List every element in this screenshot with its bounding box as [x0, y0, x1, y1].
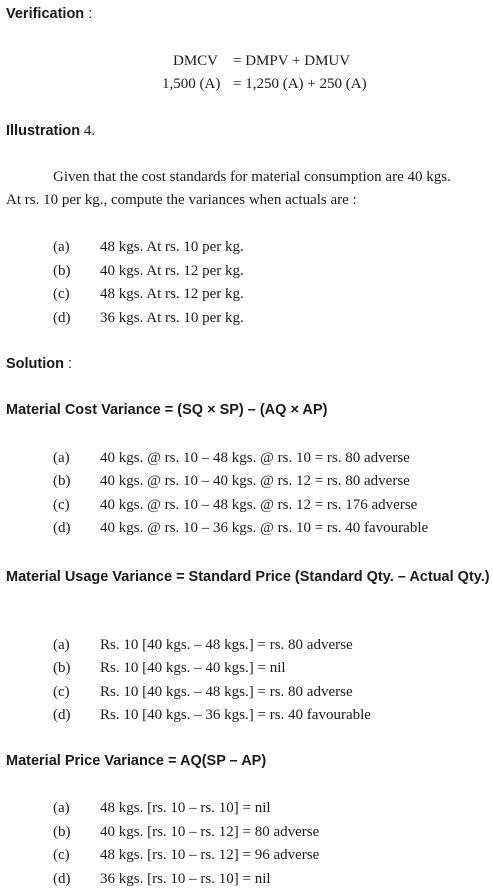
equation-2-right: = 1,250 (A) + 250 (A)	[233, 76, 367, 92]
list-item-label: (b)	[53, 824, 71, 840]
list-item	[0, 263, 493, 283]
verification-title: Verification	[6, 6, 85, 22]
equation-1-right: = DMPV + DMUV	[233, 53, 351, 69]
list-item-text: 48 kgs. At rs. 12 per kg.	[100, 286, 244, 302]
list-item-text: Rs. 10 [40 kgs. – 48 kgs.] = rs. 80 adverse	[100, 684, 353, 700]
list-item-label: (a)	[53, 450, 70, 466]
cost-variance-heading: Material Cost Variance = (SQ × SP) – (AQ × AP)	[6, 402, 328, 418]
list-item-label: (c)	[53, 286, 70, 302]
list-item-label: (c)	[53, 847, 70, 863]
list-item-text: 40 kgs. [rs. 10 – rs. 12] = 80 adverse	[100, 824, 320, 840]
list-item-label: (b)	[53, 660, 71, 676]
list-item-label: (a)	[53, 239, 70, 255]
list-item-label: (b)	[53, 263, 71, 279]
list-item	[0, 824, 493, 844]
list-item-text: 36 kgs. At rs. 10 per kg.	[100, 310, 244, 326]
list-item	[0, 497, 493, 517]
solution-heading	[6, 355, 72, 373]
usage-variance-heading: Material Usage Variance = Standard Price (Standard Qty. – Actual Qty.)	[6, 569, 490, 585]
price-variance-heading: Material Price Variance = AQ(SP – AP)	[6, 753, 267, 769]
list-item-label: (c)	[53, 497, 70, 513]
illustration-number: 4.	[80, 123, 96, 139]
equation-2-left: 1,500 (A)	[162, 76, 221, 92]
list-item-text: 40 kgs. @ rs. 10 – 40 kgs. @ rs. 12 = rs. 80 adverse	[100, 473, 410, 489]
list-item-text: 36 kgs. [rs. 10 – rs. 10] = nil	[100, 871, 271, 887]
verification-heading	[6, 5, 92, 23]
list-item-label: (a)	[53, 800, 70, 816]
list-item-label: (d)	[53, 310, 71, 326]
solution-colon: :	[64, 356, 73, 372]
list-item-text: 40 kgs. @ rs. 10 – 48 kgs. @ rs. 10 = rs. 80 adverse	[100, 450, 410, 466]
list-item	[0, 473, 493, 493]
verification-colon: :	[84, 6, 93, 22]
list-item-text: 48 kgs. [rs. 10 – rs. 10] = nil	[100, 800, 271, 816]
list-item	[0, 450, 493, 470]
list-item	[0, 684, 493, 704]
list-item	[0, 847, 493, 867]
list-item-label: (d)	[53, 520, 71, 536]
list-item-text: 40 kgs. At rs. 12 per kg.	[100, 263, 244, 279]
illustration-paragraph-line-1: Given that the cost standards for material consumption are 40 kgs.	[53, 169, 451, 185]
illustration-heading	[6, 122, 95, 140]
list-item	[0, 660, 493, 680]
list-item-text: 48 kgs. [rs. 10 – rs. 12] = 96 adverse	[100, 847, 320, 863]
equation-1-left: DMCV	[173, 53, 219, 69]
list-item-text: 48 kgs. At rs. 10 per kg.	[100, 239, 244, 255]
list-item	[0, 520, 493, 540]
list-item-text: 40 kgs. @ rs. 10 – 48 kgs. @ rs. 12 = rs. 176 adverse	[100, 497, 418, 513]
illustration-title: Illustration	[6, 123, 81, 139]
list-item	[0, 286, 493, 306]
list-item-label: (b)	[53, 473, 71, 489]
list-item	[0, 239, 493, 259]
list-item-text: Rs. 10 [40 kgs. – 36 kgs.] = rs. 40 favourable	[100, 707, 371, 723]
list-item-label: (c)	[53, 684, 70, 700]
list-item	[0, 871, 493, 891]
list-item-text: 40 kgs. @ rs. 10 – 36 kgs. @ rs. 10 = rs. 40 favourable	[100, 520, 429, 536]
solution-title: Solution	[6, 356, 64, 372]
list-item	[0, 707, 493, 727]
list-item-text: Rs. 10 [40 kgs. – 48 kgs.] = rs. 80 adverse	[100, 637, 353, 653]
list-item	[0, 800, 493, 820]
illustration-paragraph-line-2: At rs. 10 per kg., compute the variances when actuals are :	[6, 192, 357, 208]
list-item-label: (d)	[53, 707, 71, 723]
list-item-label: (a)	[53, 637, 70, 653]
list-item-text: Rs. 10 [40 kgs. – 40 kgs.] = nil	[100, 660, 286, 676]
list-item	[0, 310, 493, 330]
list-item-label: (d)	[53, 871, 71, 887]
list-item	[0, 637, 493, 657]
